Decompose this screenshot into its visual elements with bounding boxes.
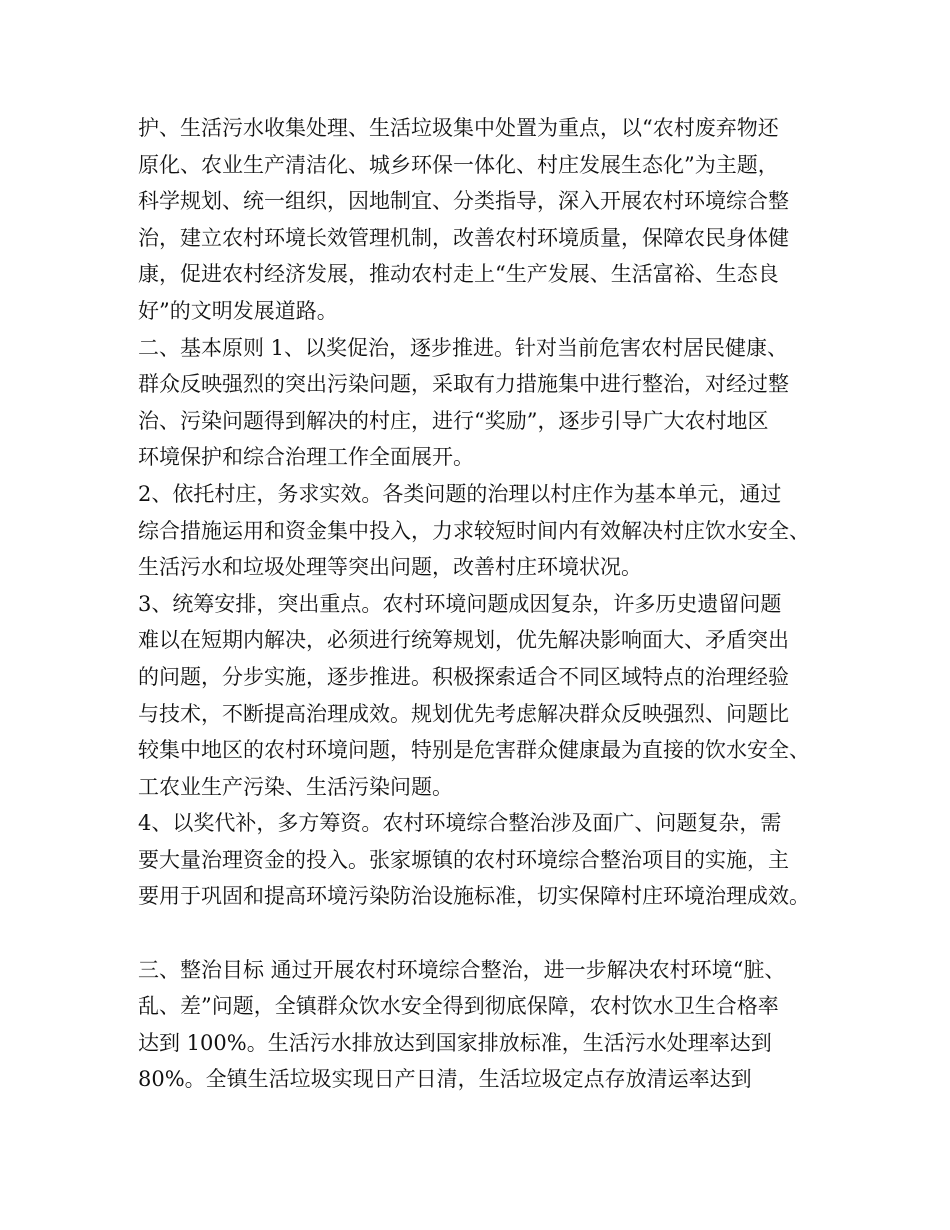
text-line: 80%。全镇生活垃圾实现日产日清，生活垃圾定点存放清运率达到 — [138, 1067, 752, 1092]
text-line: 治、污染问题得到解决的村庄，进行“奖励”，逐步引导广大农村地区 — [138, 408, 769, 433]
text-line: 护、生活污水收集处理、生活垃圾集中处置为重点，以“农村废弃物还 — [138, 116, 779, 140]
text-line: 原化、农业生产清洁化、城乡环保一体化、村庄发展生态化”为主题， — [138, 152, 779, 177]
text-line: 康，促进农村经济发展，推动农村走上“生产发展、生活富裕、生态良 — [138, 262, 779, 287]
text-line: 与技术，不断提高治理成效。规划优先考虑解决群众反映强烈、问题比 — [138, 701, 789, 726]
text-line: 综合措施运用和资金集中投入，力求较短时间内有效解决村庄饮水安全、 — [138, 518, 810, 543]
text-line: 较集中地区的农村环境问题，特别是危害群众健康最为直接的饮水安全、 — [138, 738, 810, 763]
text-line: 达到 100%。生活污水排放达到国家排放标准，生活污水处理率达到 — [138, 1030, 772, 1055]
document-body — [138, 110, 838, 1098]
text-line: 乱、差”问题，全镇群众饮水安全得到彻底保障，农村饮水卫生合格率 — [138, 994, 779, 1019]
text-line: 环境保护和综合治理工作全面展开。 — [138, 445, 474, 470]
text-line: 科学规划、统一组织，因地制宜、分类指导，深入开展农村环境综合整 — [138, 189, 789, 214]
list-item-line: 3、统筹安排，突出重点。农村环境问题成因复杂，许多历史遗留问题 — [138, 591, 782, 616]
text-line: 难以在短期内解决，必须进行统筹规划，优先解决影响面大、矛盾突出 — [138, 628, 789, 653]
text-line: 群众反映强烈的突出污染问题，采取有力措施集中进行整治，对经过整 — [138, 372, 789, 397]
text-line: 工农业生产污染、生活污染问题。 — [138, 774, 453, 799]
list-item-line: 2、依托村庄，务求实效。各类问题的治理以村庄作为基本单元，通过 — [138, 481, 782, 506]
text-line: 治，建立农村环境长效管理机制，改善农村环境质量，保障农民身体健 — [138, 225, 789, 250]
text-line: 生活污水和垃圾处理等突出问题，改善村庄环境状况。 — [138, 555, 642, 580]
list-item-line: 4、以奖代补，多方筹资。农村环境综合整治涉及面广、问题复杂，需 — [138, 811, 782, 836]
text-line: 的问题，分步实施，逐步推进。积极探索适合不同区域特点的治理经验 — [138, 664, 789, 689]
section-heading-line: 三、整治目标 通过开展农村环境综合整治，进一步解决农村环境“脏、 — [138, 957, 786, 982]
section-heading-line: 二、基本原则 1、以奖促治，逐步推进。针对当前危害农村居民健康、 — [138, 335, 789, 360]
paragraph-gap — [138, 915, 838, 952]
text-line: 要大量治理资金的投入。张家塬镇的农村环境综合整治项目的实施，主 — [138, 847, 789, 872]
text-line: 要用于巩固和提高环境污染防治设施标准，切实保障村庄环境治理成效。 — [138, 884, 810, 909]
text-line: 好”的文明发展道路。 — [138, 298, 338, 323]
